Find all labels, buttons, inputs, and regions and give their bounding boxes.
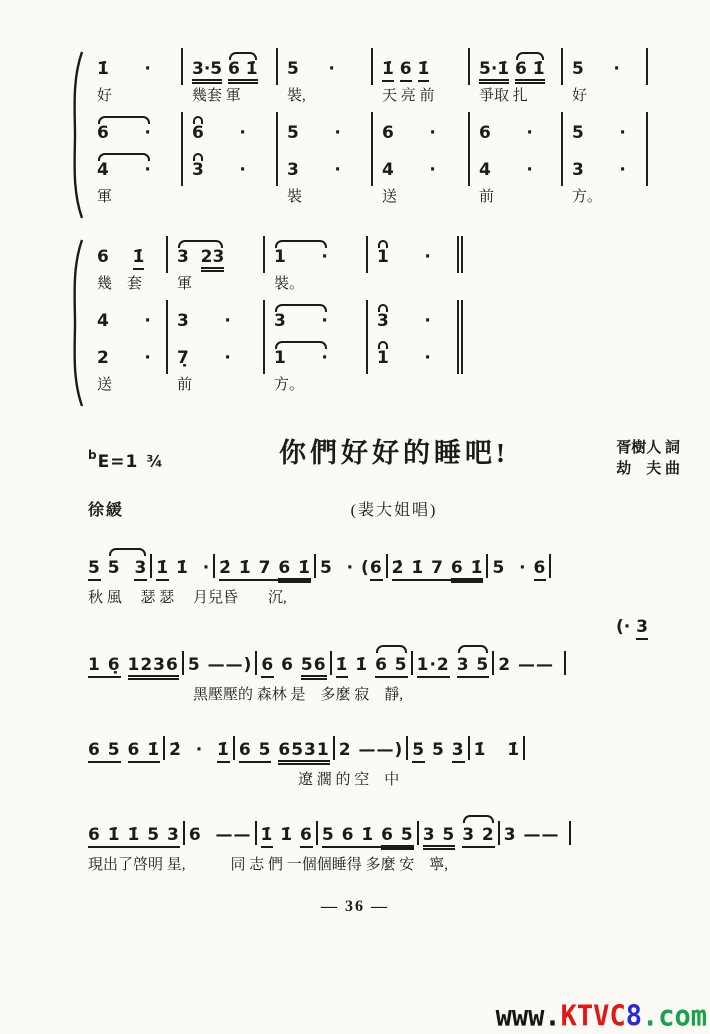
beam: 6 5 <box>375 655 408 678</box>
beam: 6 5 <box>88 740 121 763</box>
lyric-row-2 <box>88 374 463 402</box>
credits <box>560 436 680 482</box>
music-system-2 <box>88 236 710 402</box>
tie-arc: 3 <box>192 160 204 181</box>
pickup-notes: (· 3 <box>88 617 662 637</box>
tie-arc: 6 · <box>97 123 151 144</box>
notation-line: 1 6̣ 1236 5 ——) 6 6 56 1̇ 1̇ 6 5 1·2 3 5 2 —— <box>88 643 710 680</box>
watermark <box>496 1000 707 1033</box>
beam: 23 <box>201 247 225 272</box>
barline <box>233 736 235 760</box>
voice-row-3 <box>88 149 648 186</box>
barline <box>386 554 388 578</box>
measure-cell: 裝, <box>287 87 306 104</box>
beam: 6 <box>370 558 383 581</box>
measure-cell: 5 · <box>563 112 648 149</box>
beam: 56 <box>301 655 327 680</box>
beam: 3 <box>452 740 465 763</box>
system-brace-icon <box>68 238 84 408</box>
measure-cell: 方。 <box>274 377 305 394</box>
measure-cell <box>168 236 265 273</box>
beam: 5 <box>412 740 425 763</box>
measure-cell: 3 · <box>183 149 278 186</box>
measure-cell: 6 · <box>373 112 470 149</box>
measure-cell: 2 · <box>88 337 168 374</box>
measure-cell: 4 · <box>88 300 168 337</box>
page-number: — 36 — <box>321 897 389 915</box>
measure-cell: 前 <box>479 189 495 206</box>
beam: 1̇ <box>156 558 169 581</box>
measure-cell <box>88 112 183 149</box>
notation-line: 6 5 6 1̇ 2̇ · 1̇ 6 5 6531 2 ——) 5 5 3 1̇ 1̇ <box>88 728 710 765</box>
measure-cell <box>470 48 563 85</box>
beam: 6 1̇ <box>278 558 311 583</box>
measure-cell <box>368 273 463 301</box>
measure-cell <box>265 300 368 337</box>
barline <box>564 651 566 675</box>
measure-cell: 軍 <box>177 275 193 292</box>
measure-cell: 裝 <box>287 189 303 206</box>
tempo-marking: 徐緩 <box>88 502 125 520</box>
barline <box>255 821 257 845</box>
measure-cell: 方。 <box>572 189 603 206</box>
beam: 1̇ <box>133 247 145 270</box>
watermark-ktvc: KTVC <box>560 1000 626 1033</box>
measure-cell <box>183 186 278 214</box>
measure-cell: 5 · <box>278 112 373 149</box>
beam: 1 6̣ <box>88 655 121 678</box>
measure-cell: 1 · <box>368 236 463 273</box>
barline <box>213 554 215 578</box>
measure-cell: 好 <box>97 87 113 104</box>
key-signature <box>88 436 228 472</box>
beam: 6 1̇ <box>515 59 545 84</box>
beam: 6 <box>534 558 547 581</box>
music-line-2 <box>88 643 710 704</box>
measure-cell: 4 · <box>470 149 563 186</box>
lyric-line: 秋 風 瑟 瑟 月兒昏 沉, <box>88 590 287 607</box>
barline <box>150 554 152 578</box>
beam: 5 6 1̇ 6 5 <box>322 825 414 848</box>
watermark-com: .com <box>641 1000 707 1033</box>
lyric-row-1 <box>88 85 648 113</box>
measure-cell: 送 <box>382 189 398 206</box>
voice-row-1 <box>88 48 648 85</box>
tie-arc: 1 · <box>274 348 328 369</box>
barline <box>183 821 185 845</box>
tie-arc: 1 <box>377 246 389 267</box>
lyric-row-1 <box>88 273 463 301</box>
barline <box>549 554 551 578</box>
beam: 6 <box>261 655 274 678</box>
tie-arc: 3 <box>377 311 389 332</box>
tie-arc: 3 23 <box>177 246 224 269</box>
voice-row-2 <box>88 300 463 337</box>
measure-cell <box>368 374 463 402</box>
measure-cell <box>88 149 183 186</box>
barline <box>486 554 488 578</box>
measure-cell: 1 · <box>368 337 463 374</box>
spacer <box>560 497 680 520</box>
measure-cell <box>265 337 368 374</box>
notation-line: 6 1̇ 1̇ 5 3 6 —— 1̇ 1̇ 6 5 6 1̇ 6 5 3 5 3 2 3 —— <box>88 813 710 850</box>
beam: 6 1̇ <box>228 59 258 84</box>
key-value: E=1 <box>97 451 139 472</box>
measure-cell: 3 · <box>168 300 265 337</box>
measure-cell: 3 · <box>278 149 373 186</box>
tie-arc: 1 <box>377 348 389 369</box>
beam: 2̇ 1̇ 7 6 1̇ <box>392 558 484 581</box>
measure-cell <box>265 236 368 273</box>
measure-cell: 6 1̇ <box>88 236 168 273</box>
tie-arc <box>515 58 545 81</box>
measure-cell: 送 <box>97 377 113 394</box>
beam: 1̇ <box>418 59 430 82</box>
music-line-3 <box>88 728 710 789</box>
lyricist-credit: 胥樹人 詞 <box>616 439 680 456</box>
barline <box>314 554 316 578</box>
time-signature: ¾ <box>146 451 164 471</box>
beam: 1·2 <box>417 655 450 678</box>
barline <box>333 736 335 760</box>
composer-credit: 劫 夫 曲 <box>616 461 680 478</box>
beam: 3 5 <box>423 825 456 850</box>
flat-sign: b <box>88 447 98 462</box>
measure-cell: 1̇ · <box>88 48 183 85</box>
beam: 1̇ <box>217 740 230 763</box>
measure-cell: 天 亮 前 <box>382 87 435 104</box>
tie-arc: 4 · <box>97 160 151 181</box>
tie-arc: 5 3 <box>108 554 148 583</box>
beam: 1̇ <box>336 655 349 678</box>
voice-row-3 <box>88 337 463 374</box>
beam: 1̇ <box>261 825 274 848</box>
beam: 3·5 <box>192 59 222 84</box>
barline <box>182 651 184 675</box>
song-header <box>88 436 680 521</box>
beam: 6 1̇ 1̇ 5 3 <box>88 825 180 848</box>
barline <box>255 651 257 675</box>
beam: 6531 <box>278 740 329 765</box>
measure-cell: 5 · <box>278 48 373 85</box>
beam: 1236 <box>128 655 179 680</box>
music-system-1 <box>88 48 710 214</box>
measure-cell: 6 · <box>183 112 278 149</box>
beam: 5·1̇ <box>479 59 509 84</box>
measure-cell: 爭取 扎 <box>479 87 528 104</box>
beam: 6 5 <box>239 740 272 763</box>
voice-row-2 <box>88 112 648 149</box>
lyric-line: 黑壓壓的 森林 是 多麼 寂 靜, <box>88 686 404 703</box>
beam: 1̇ <box>382 59 394 82</box>
beam: 6 5 <box>381 825 414 850</box>
beam: 3 <box>134 558 147 581</box>
measure-cell: 3 · <box>563 149 648 186</box>
system-brace-icon <box>68 50 84 220</box>
barline <box>163 736 165 760</box>
tie-arc: 3 · <box>274 311 328 332</box>
beam: 3 5 <box>457 655 490 678</box>
tie-arc: 6 <box>192 123 204 144</box>
beam: 6 <box>300 825 313 848</box>
beam: 3 2 <box>462 825 495 848</box>
tie-arc <box>462 821 495 850</box>
performer-note: (裴大姐唱) <box>350 502 438 520</box>
music-line-4 <box>88 813 710 874</box>
barline <box>417 821 419 845</box>
measure-cell: 幾 套 <box>97 275 143 292</box>
lyric-line: 遼 濶 的 空 中 <box>88 771 400 788</box>
beam: 6 1̇ <box>451 558 484 583</box>
barline <box>569 821 571 845</box>
watermark-8: 8 <box>625 1000 642 1033</box>
lyric-row-2 <box>88 186 648 214</box>
measure-cell: 4 · <box>373 149 470 186</box>
tie-arc <box>457 651 490 680</box>
beam: 6 <box>400 59 412 82</box>
beam: 3 <box>636 617 648 640</box>
measure-cell: 裝。 <box>274 275 305 292</box>
tie-arc <box>228 58 258 81</box>
beam: 6 1̇ <box>128 740 161 763</box>
song-title: 你們好好的睡吧! <box>279 437 509 468</box>
lyric-line: 現出了啓明 星, 同 志 們 一個個睡得 多麼 安 寧, <box>88 856 449 873</box>
measure-cell: 5 · <box>563 48 648 85</box>
barline <box>330 651 332 675</box>
tie-arc <box>375 651 408 680</box>
measure-cell: 幾套 軍 <box>192 87 241 104</box>
measure-cell: 軍 <box>97 189 113 206</box>
barline <box>406 736 408 760</box>
barline <box>468 736 470 760</box>
measure-cell <box>373 48 470 85</box>
song-body <box>88 546 710 874</box>
measure-cell: 7̣ · <box>168 337 265 374</box>
voice-row-1 <box>88 236 463 273</box>
measure-cell <box>183 48 278 85</box>
barline <box>316 821 318 845</box>
measure-cell: 前 <box>177 377 193 394</box>
measure-cell: 6 · <box>470 112 563 149</box>
measure-cell: 好 <box>572 87 588 104</box>
tie-arc: 1 · <box>274 246 328 267</box>
beam: 5 <box>88 558 101 581</box>
measure-cell: 3 · <box>368 300 463 337</box>
barline <box>411 651 413 675</box>
barline <box>523 736 525 760</box>
music-line-1 <box>88 546 710 607</box>
notation-line: 5 5 3 1̇ 1̇ · 2̇ 1̇ 7 6 1̇ 5 · (6 2̇ 1̇ 7 6 1̇ 5 · 6 <box>88 546 710 583</box>
watermark-www: www. <box>495 1000 561 1033</box>
barline <box>498 821 500 845</box>
barline <box>492 651 494 675</box>
beam: 2̇ 1̇ 7 6 1̇ <box>219 558 311 581</box>
